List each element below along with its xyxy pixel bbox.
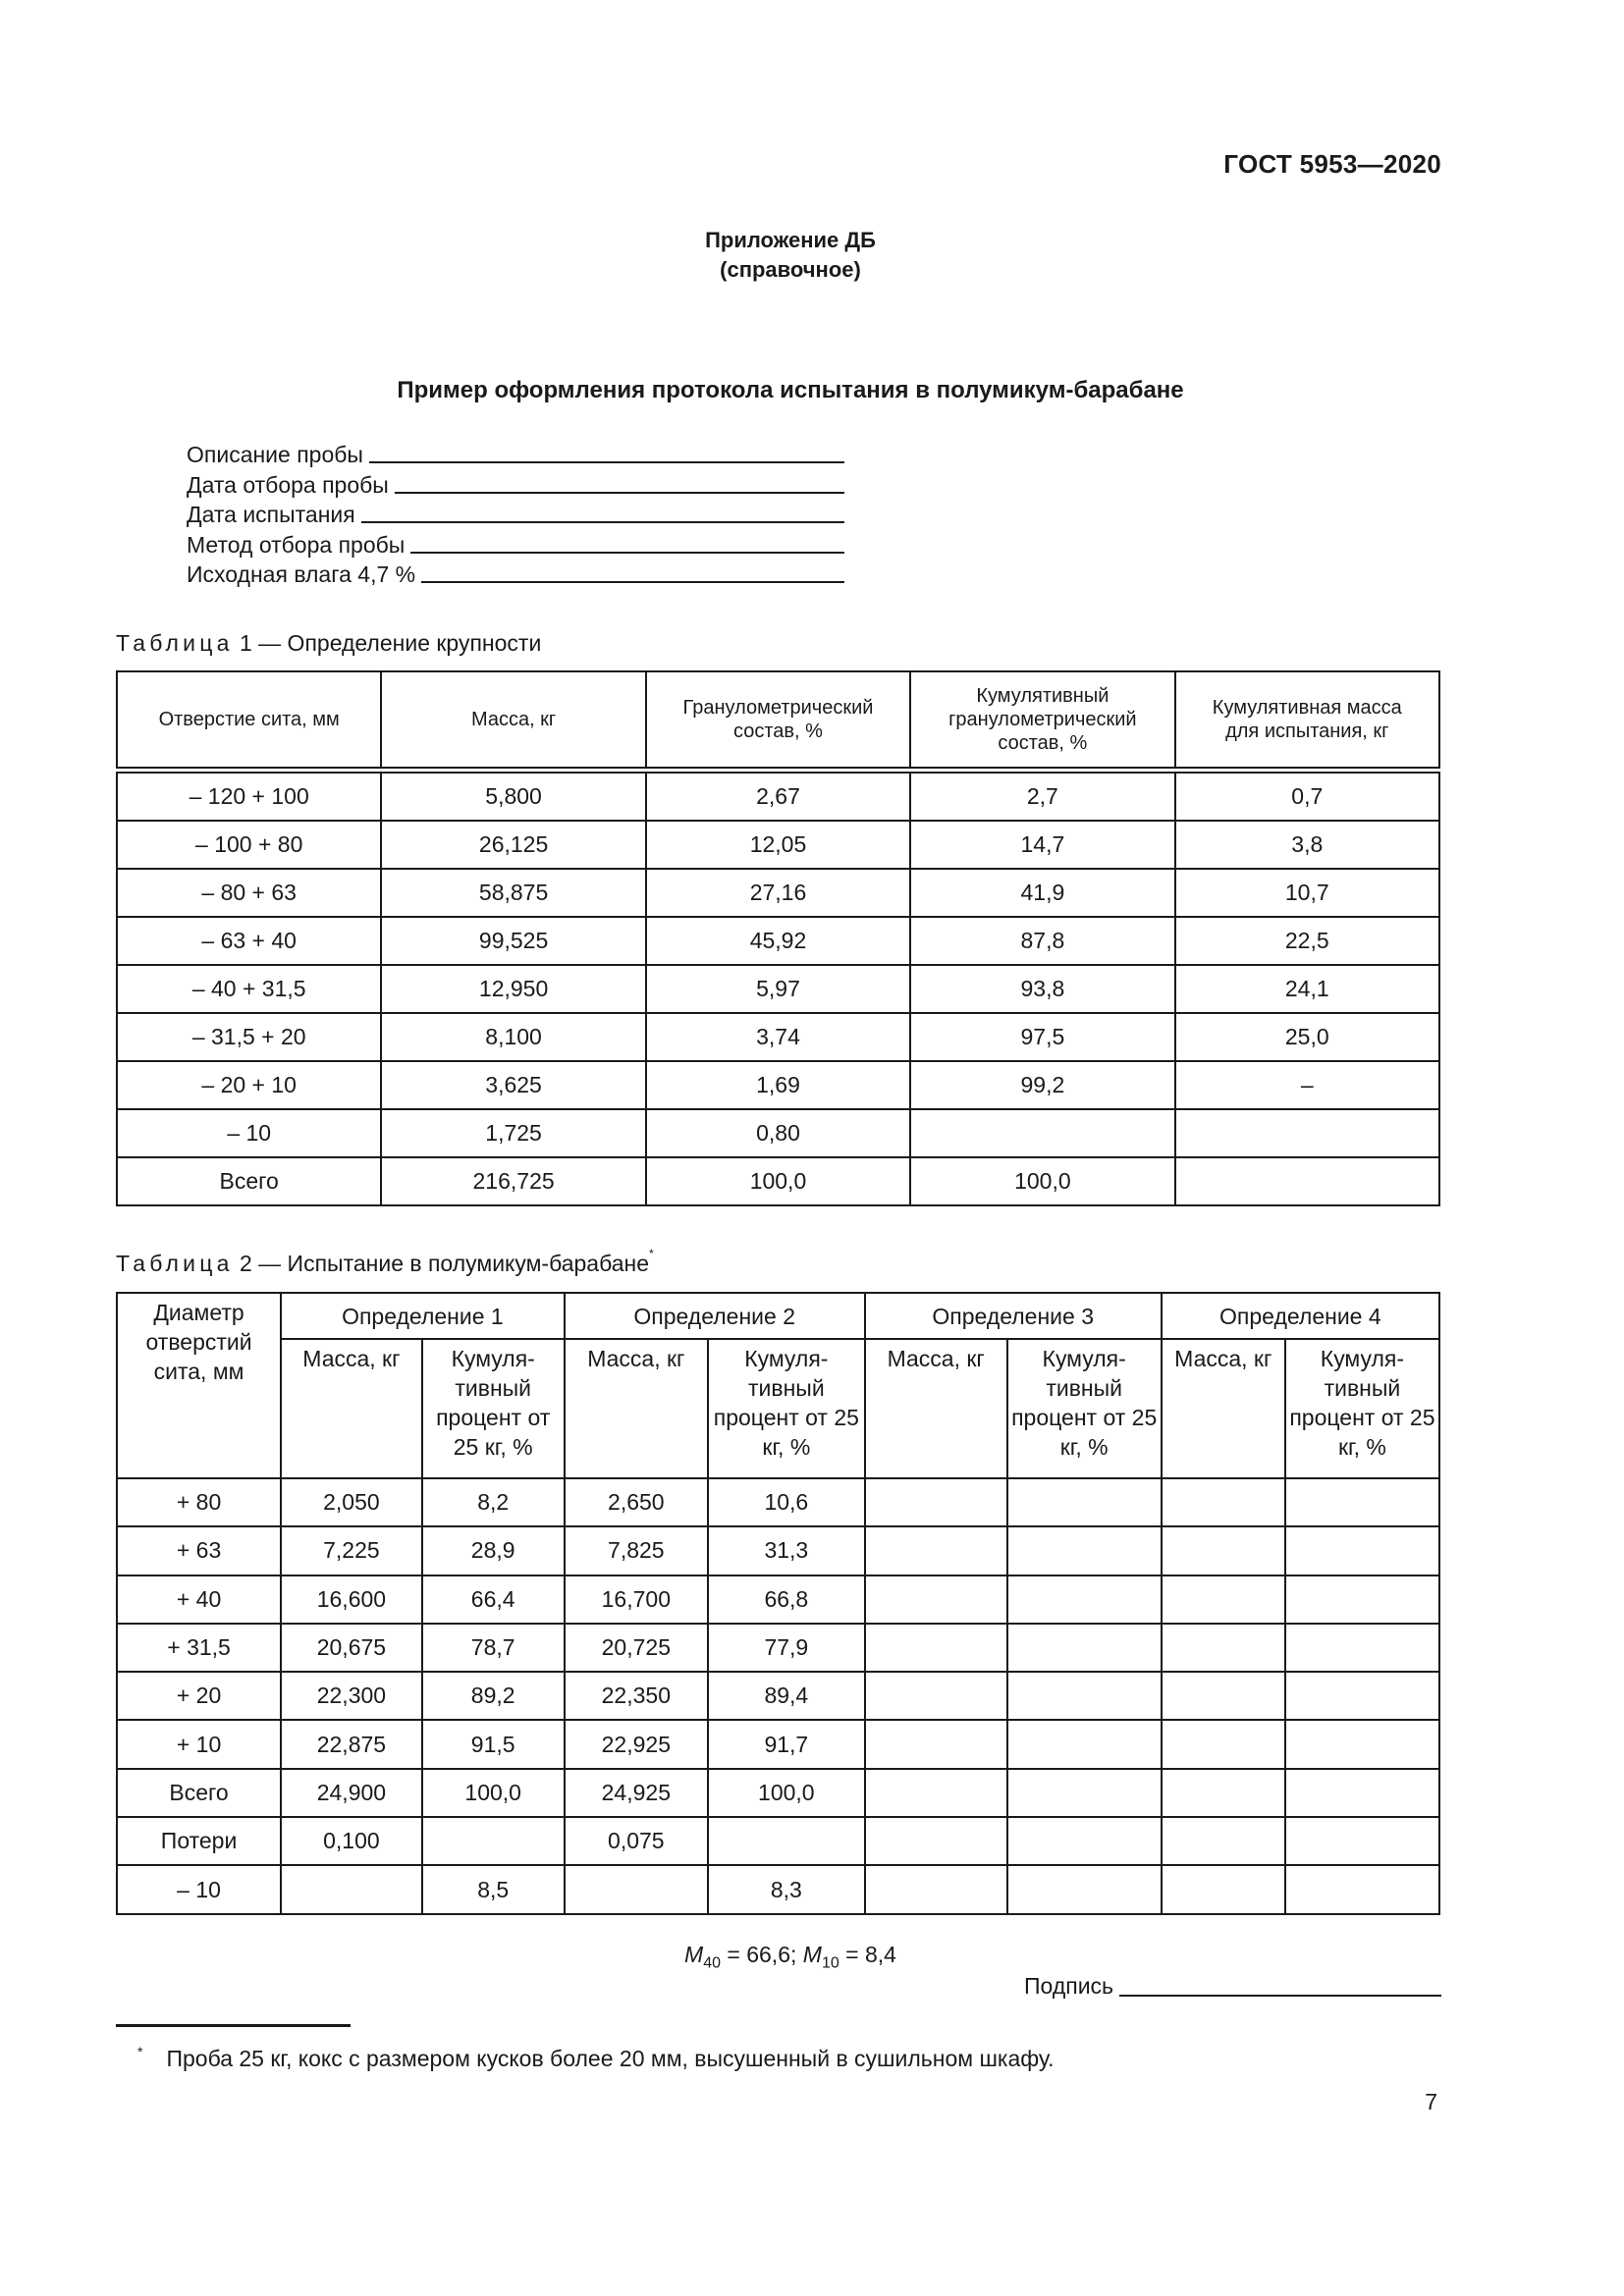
- table-row: [117, 1624, 1439, 1672]
- table-cell: [1162, 1526, 1285, 1575]
- table-cell: 2,67: [646, 771, 910, 822]
- table-cell: [865, 1817, 1007, 1865]
- row-header: Диаметр отверстий сита, мм: [117, 1293, 281, 1478]
- sub-header-mass: Масса, кг: [865, 1339, 1007, 1478]
- table-cell: [1162, 1575, 1285, 1624]
- row-label-cell: – 10: [117, 1865, 281, 1913]
- table-cell: 78,7: [422, 1624, 565, 1672]
- row-label-cell: + 40: [117, 1575, 281, 1624]
- table-cell: 14,7: [910, 821, 1174, 869]
- field-label: Описание пробы: [187, 442, 363, 468]
- sub-header-cumulative: Кумуля-тивный процент от 25 кг, %: [422, 1339, 565, 1478]
- table-row: [117, 965, 1439, 1013]
- column-header: Масса, кг: [381, 671, 645, 771]
- sub-header-cumulative: Кумуля-тивный процент от 25 кг, %: [1007, 1339, 1162, 1478]
- form-row-sampling-date: [187, 467, 844, 497]
- table-cell: 93,8: [910, 965, 1174, 1013]
- table-cell: 66,4: [422, 1575, 565, 1624]
- table-cell: [1285, 1575, 1439, 1624]
- table-cell: [865, 1478, 1007, 1526]
- table-cell: [1285, 1478, 1439, 1526]
- sub-header-mass: Масса, кг: [565, 1339, 708, 1478]
- granulometry-table: [116, 670, 1440, 1206]
- row-label-cell: + 10: [117, 1720, 281, 1768]
- table-cell: [1162, 1672, 1285, 1720]
- table-header-row: [117, 671, 1439, 771]
- caption-prefix: Таблица: [116, 630, 234, 656]
- appendix-title: Приложение ДБ: [705, 228, 876, 252]
- sub-header-mass: Масса, кг: [1162, 1339, 1285, 1478]
- initial-moisture-field[interactable]: [421, 580, 844, 583]
- table-cell: [565, 1865, 708, 1913]
- table-cell: [1285, 1672, 1439, 1720]
- table-cell: 0,100: [281, 1817, 422, 1865]
- table-cell: [1162, 1624, 1285, 1672]
- table-cell: [422, 1817, 565, 1865]
- m10-subscript: 10: [821, 1954, 839, 1972]
- table-row: [117, 1817, 1439, 1865]
- row-label-cell: – 31,5 + 20: [117, 1013, 381, 1061]
- table-cell: 1,69: [646, 1061, 910, 1109]
- table-cell: [865, 1769, 1007, 1817]
- form-row-initial-moisture: [187, 558, 844, 587]
- form-row-test-date: [187, 498, 844, 527]
- table-cell: 22,350: [565, 1672, 708, 1720]
- table-cell: 22,875: [281, 1720, 422, 1768]
- table-cell: 24,900: [281, 1769, 422, 1817]
- form-row-sample-description: [187, 438, 844, 467]
- table-cell: [1162, 1720, 1285, 1768]
- table-cell: –: [1175, 1061, 1439, 1109]
- table-cell: 7,225: [281, 1526, 422, 1575]
- table-cell: 91,5: [422, 1720, 565, 1768]
- table-cell: [1162, 1478, 1285, 1526]
- sample-description-field[interactable]: [369, 460, 844, 463]
- table-cell: 91,7: [708, 1720, 865, 1768]
- table-cell: [1285, 1720, 1439, 1768]
- table-cell: 58,875: [381, 869, 645, 917]
- table-cell: 5,97: [646, 965, 910, 1013]
- table-row: [117, 917, 1439, 965]
- signature-row: [1024, 1973, 1441, 2000]
- m40-value: = 66,6;: [721, 1942, 803, 1967]
- table-cell: 3,74: [646, 1013, 910, 1061]
- footnote-reference: *: [649, 1247, 654, 1260]
- field-label: Дата испытания: [187, 502, 355, 528]
- table-cell: 77,9: [708, 1624, 865, 1672]
- form-row-sampling-method: [187, 527, 844, 557]
- table-cell: [1007, 1478, 1162, 1526]
- table-cell: 2,650: [565, 1478, 708, 1526]
- row-label-cell: Всего: [117, 1157, 381, 1205]
- table-cell: 12,05: [646, 821, 910, 869]
- footnote: [137, 2046, 1055, 2072]
- caption-text: 2 — Испытание в полумикум-барабане: [233, 1251, 650, 1276]
- table-cell: [1285, 1769, 1439, 1817]
- group-header-4: Определение 4: [1162, 1293, 1439, 1339]
- sub-header-mass: Масса, кг: [281, 1339, 422, 1478]
- table-cell: [1162, 1817, 1285, 1865]
- group-header-1: Определение 1: [281, 1293, 565, 1339]
- table-row: [117, 1672, 1439, 1720]
- table-cell: 1,725: [381, 1109, 645, 1157]
- table-row: [117, 1013, 1439, 1061]
- row-label-cell: + 20: [117, 1672, 281, 1720]
- table-cell: [1007, 1720, 1162, 1768]
- m40-symbol: M: [684, 1942, 704, 1967]
- table-cell: 25,0: [1175, 1013, 1439, 1061]
- table-cell: 2,050: [281, 1478, 422, 1526]
- m10-value: = 8,4: [839, 1942, 896, 1967]
- table-cell: 5,800: [381, 771, 645, 822]
- table-row: [117, 1109, 1439, 1157]
- table-cell: [865, 1575, 1007, 1624]
- table-cell: 89,4: [708, 1672, 865, 1720]
- result-formula: [0, 1942, 1581, 1973]
- table-cell: 100,0: [910, 1157, 1174, 1205]
- row-label-cell: – 10: [117, 1109, 381, 1157]
- table-cell: 87,8: [910, 917, 1174, 965]
- table-cell: 100,0: [708, 1769, 865, 1817]
- table-cell: [1007, 1624, 1162, 1672]
- table-cell: 26,125: [381, 821, 645, 869]
- row-label-cell: + 63: [117, 1526, 281, 1575]
- table-cell: [1285, 1526, 1439, 1575]
- table-cell: 12,950: [381, 965, 645, 1013]
- field-label: Исходная влага 4,7 %: [187, 561, 416, 587]
- table-cell: [1007, 1526, 1162, 1575]
- table-cell: [1285, 1865, 1439, 1913]
- test-date-field[interactable]: [361, 520, 844, 523]
- appendix-subtitle: (справочное): [720, 257, 861, 282]
- table-cell: [865, 1720, 1007, 1768]
- table-cell: 20,725: [565, 1624, 708, 1672]
- table-cell: 89,2: [422, 1672, 565, 1720]
- column-header: Отверстие сита, мм: [117, 671, 381, 771]
- table-cell: 27,16: [646, 869, 910, 917]
- table-cell: [1007, 1817, 1162, 1865]
- table-cell: [1007, 1672, 1162, 1720]
- table2-caption: [116, 1247, 654, 1277]
- signature-field[interactable]: [1119, 1995, 1441, 1997]
- table-cell: [1007, 1769, 1162, 1817]
- sampling-date-field[interactable]: [395, 491, 844, 494]
- row-label-cell: Потери: [117, 1817, 281, 1865]
- sampling-method-field[interactable]: [410, 551, 844, 554]
- sub-header-cumulative: Кумуля-тивный процент от 25 кг, %: [708, 1339, 865, 1478]
- table-cell: 0,075: [565, 1817, 708, 1865]
- row-label-cell: – 63 + 40: [117, 917, 381, 965]
- table-cell: [1175, 1157, 1439, 1205]
- row-label-cell: – 20 + 10: [117, 1061, 381, 1109]
- document-id: ГОСТ 5953—2020: [1223, 149, 1441, 179]
- group-header-3: Определение 3: [865, 1293, 1162, 1339]
- table-cell: 0,80: [646, 1109, 910, 1157]
- table-cell: [1175, 1109, 1439, 1157]
- table-cell: [708, 1817, 865, 1865]
- footnote-divider: [116, 2024, 351, 2027]
- table-cell: [1007, 1865, 1162, 1913]
- row-label-cell: + 31,5: [117, 1624, 281, 1672]
- table-cell: [865, 1865, 1007, 1913]
- table-cell: 2,7: [910, 771, 1174, 822]
- signature-label: Подпись: [1024, 1973, 1114, 1999]
- drum-test-table: [116, 1292, 1440, 1915]
- table-cell: [910, 1109, 1174, 1157]
- footnote-text: Проба 25 кг, кокс с размером кусков более 20 мм, высушенный в сушильном шкафу.: [166, 2046, 1055, 2071]
- table-cell: [1162, 1769, 1285, 1817]
- table-cell: 41,9: [910, 869, 1174, 917]
- table1-caption: [116, 630, 541, 657]
- field-label: Метод отбора пробы: [187, 531, 406, 558]
- table-row: [117, 1526, 1439, 1575]
- table-cell: 28,9: [422, 1526, 565, 1575]
- table-cell: 97,5: [910, 1013, 1174, 1061]
- table-cell: 216,725: [381, 1157, 645, 1205]
- sub-header-cumulative: Кумуля-тивный процент от 25 кг, %: [1285, 1339, 1439, 1478]
- table-cell: 99,2: [910, 1061, 1174, 1109]
- table-cell: 16,700: [565, 1575, 708, 1624]
- row-label-cell: + 80: [117, 1478, 281, 1526]
- table-row: [117, 1720, 1439, 1768]
- column-header: Кумулятивная масса для испытания, кг: [1175, 671, 1439, 771]
- table-cell: 8,2: [422, 1478, 565, 1526]
- row-label-cell: – 40 + 31,5: [117, 965, 381, 1013]
- table-cell: 22,925: [565, 1720, 708, 1768]
- table-row: [117, 1478, 1439, 1526]
- table-cell: [865, 1624, 1007, 1672]
- table-row: [117, 869, 1439, 917]
- table-cell: [865, 1672, 1007, 1720]
- caption-text: 1 — Определение крупности: [233, 630, 542, 656]
- column-header: Кумулятивный гранулометрический состав, %: [910, 671, 1174, 771]
- table-cell: 10,7: [1175, 869, 1439, 917]
- row-label-cell: – 80 + 63: [117, 869, 381, 917]
- m40-subscript: 40: [703, 1954, 722, 1972]
- table-cell: 45,92: [646, 917, 910, 965]
- table-row: [117, 771, 1439, 822]
- table-cell: 7,825: [565, 1526, 708, 1575]
- table-cell: 3,8: [1175, 821, 1439, 869]
- table-row: [117, 1157, 1439, 1205]
- footnote-mark: *: [137, 2044, 143, 2059]
- caption-prefix: Таблица: [116, 1251, 234, 1276]
- table-row: [117, 1769, 1439, 1817]
- table-cell: 3,625: [381, 1061, 645, 1109]
- table-row: [117, 1865, 1439, 1913]
- table-cell: [1285, 1817, 1439, 1865]
- column-header: Гранулометрический состав, %: [646, 671, 910, 771]
- row-label-cell: – 100 + 80: [117, 821, 381, 869]
- table-cell: [865, 1526, 1007, 1575]
- row-label-cell: Всего: [117, 1769, 281, 1817]
- table-cell: 8,3: [708, 1865, 865, 1913]
- table-cell: 16,600: [281, 1575, 422, 1624]
- table-sub-header-row: [117, 1339, 1439, 1478]
- table-cell: 20,675: [281, 1624, 422, 1672]
- page-number: 7: [1425, 2089, 1437, 2114]
- table-cell: [1007, 1575, 1162, 1624]
- table-cell: 24,1: [1175, 965, 1439, 1013]
- table-cell: 22,5: [1175, 917, 1439, 965]
- table-cell: 8,5: [422, 1865, 565, 1913]
- table-cell: 24,925: [565, 1769, 708, 1817]
- table-cell: 0,7: [1175, 771, 1439, 822]
- table-cell: 99,525: [381, 917, 645, 965]
- table-cell: 31,3: [708, 1526, 865, 1575]
- table-cell: 100,0: [646, 1157, 910, 1205]
- group-header-2: Определение 2: [565, 1293, 865, 1339]
- table-cell: 8,100: [381, 1013, 645, 1061]
- row-label-cell: – 120 + 100: [117, 771, 381, 822]
- table-row: [117, 1575, 1439, 1624]
- sample-info-form: [187, 438, 844, 587]
- table-cell: 22,300: [281, 1672, 422, 1720]
- table-group-header-row: [117, 1293, 1439, 1339]
- table-cell: 66,8: [708, 1575, 865, 1624]
- table-cell: 10,6: [708, 1478, 865, 1526]
- table-cell: [281, 1865, 422, 1913]
- page-title: Пример оформления протокола испытания в полумикум-барабане: [397, 377, 1184, 403]
- table-row: [117, 821, 1439, 869]
- table-row: [117, 1061, 1439, 1109]
- m10-symbol: M: [802, 1942, 822, 1967]
- field-label: Дата отбора пробы: [187, 471, 389, 498]
- table-cell: [1285, 1624, 1439, 1672]
- table-cell: 100,0: [422, 1769, 565, 1817]
- table-cell: [1162, 1865, 1285, 1913]
